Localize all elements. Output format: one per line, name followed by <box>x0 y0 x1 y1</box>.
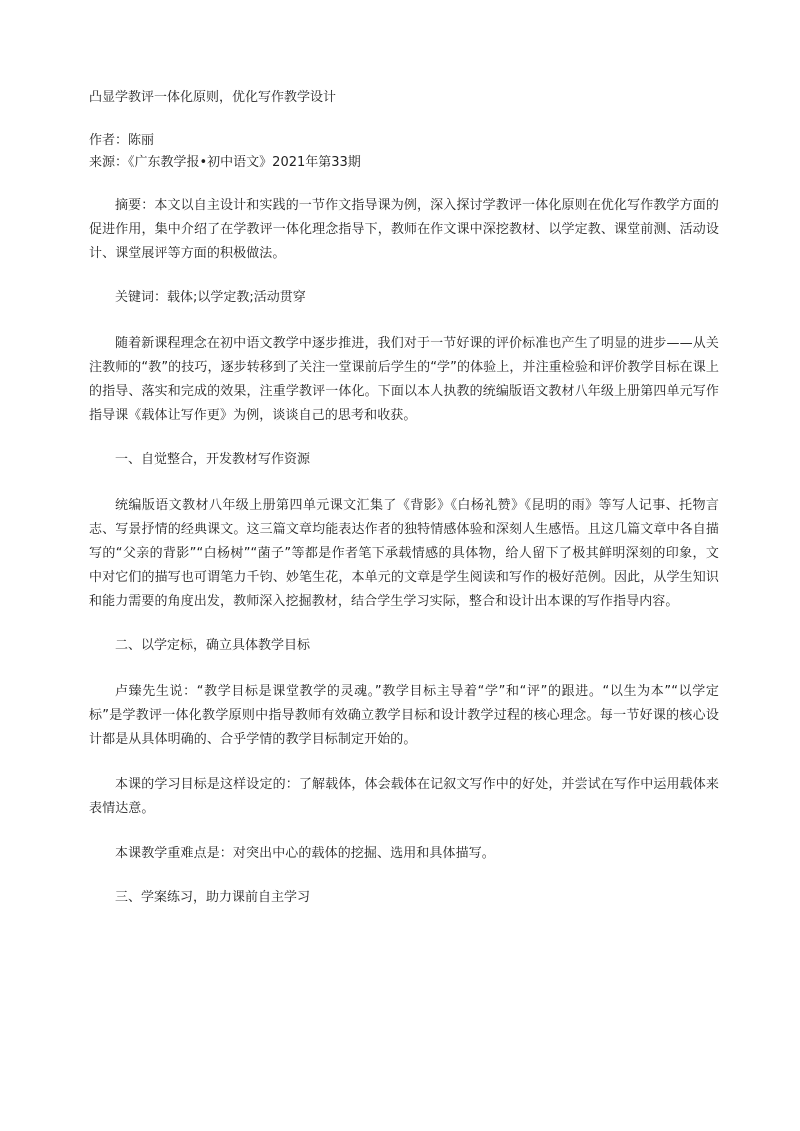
section-2-paragraph-2: 本课的学习目标是这样设定的：了解载体，体会载体在记叙文写作中的好处，并尝试在写作中运用载体来表情达意。 <box>89 777 719 816</box>
section-heading-2: 二、以学定标，确立具体教学目标 <box>115 638 311 653</box>
document-meta <box>89 130 719 174</box>
section-1-paragraph: 统编版语文教材八年级上册第四单元课文汇集了《背影》《白杨礼赞》《昆明的雨》等写人记事、托物言志、写景抒情的经典课文。这三篇文章均能表达作者的独特情感体验和深刻人生感悟。且这几篇文章中各自描写的“父亲的背影”“白杨树”“菌子”等都是作者笔下承载情感的具体物，给人留下了极其鲜明深刻的印象，文中对它们的描写也可谓笔力千钧、妙笔生花，本单元的文章是学生阅读和写作的极好范例。因此，从学生知识和能力需要的角度出发，教师深入挖掘教材，结合学生学习实际，整合和设计出本课的写作指导内容。 <box>89 498 719 609</box>
author-line: 作者：陈丽 <box>89 133 155 148</box>
abstract-paragraph: 摘要：本文以自主设计和实践的一节作文指导课为例，深入探讨学教评一体化原则在优化写作教学方面的促进作用，集中介绍了在学教评一体化理念指导下，教师在作文课中深挖教材、以学定教、课堂前测、活动设计、课堂展评等方面的积极做法。 <box>89 198 719 261</box>
intro-paragraph: 随着新课程理念在初中语文教学中逐步推进，我们对于一节好课的评价标准也产生了明显的进步——从关注教师的“教”的技巧，逐步转移到了关注一堂课前后学生的“学”的体验上，并注重检验和评价教学目标在课上的指导、落实和完成的效果，注重学教评一体化。下面以本人执教的统编版语文教材八年级上册第四单元写作指导课《载体让写作更》为例，谈谈自己的思考和收获。 <box>89 336 719 423</box>
document-title: 凸显学教评一体化原则，优化写作教学设计 <box>89 90 337 105</box>
document-page <box>89 88 719 932</box>
section-heading-1: 一、自觉整合，开发教材写作资源 <box>115 452 311 467</box>
keywords-line: 关键词：载体;以学定教;活动贯穿 <box>115 290 306 305</box>
source-line: 来源：《广东教学报•初中语文》2021年第33期 <box>89 155 361 170</box>
section-2-paragraph-3: 本课教学重难点是：对突出中心的载体的挖掘、选用和具体描写。 <box>115 846 495 861</box>
section-2-paragraph-1: 卢臻先生说：“教学目标是课堂教学的灵魂。”教学目标主导着“学”和“评”的跟进。“以生为本”“以学定标”是学教评一体化教学原则中指导教师有效确立教学目标和设计教学过程的核心理念。每一节好课的核心设计都是从具体明确的、合乎学情的教学目标制定开始的。 <box>89 684 719 747</box>
section-heading-3: 三、学案练习，助力课前自主学习 <box>115 890 311 905</box>
